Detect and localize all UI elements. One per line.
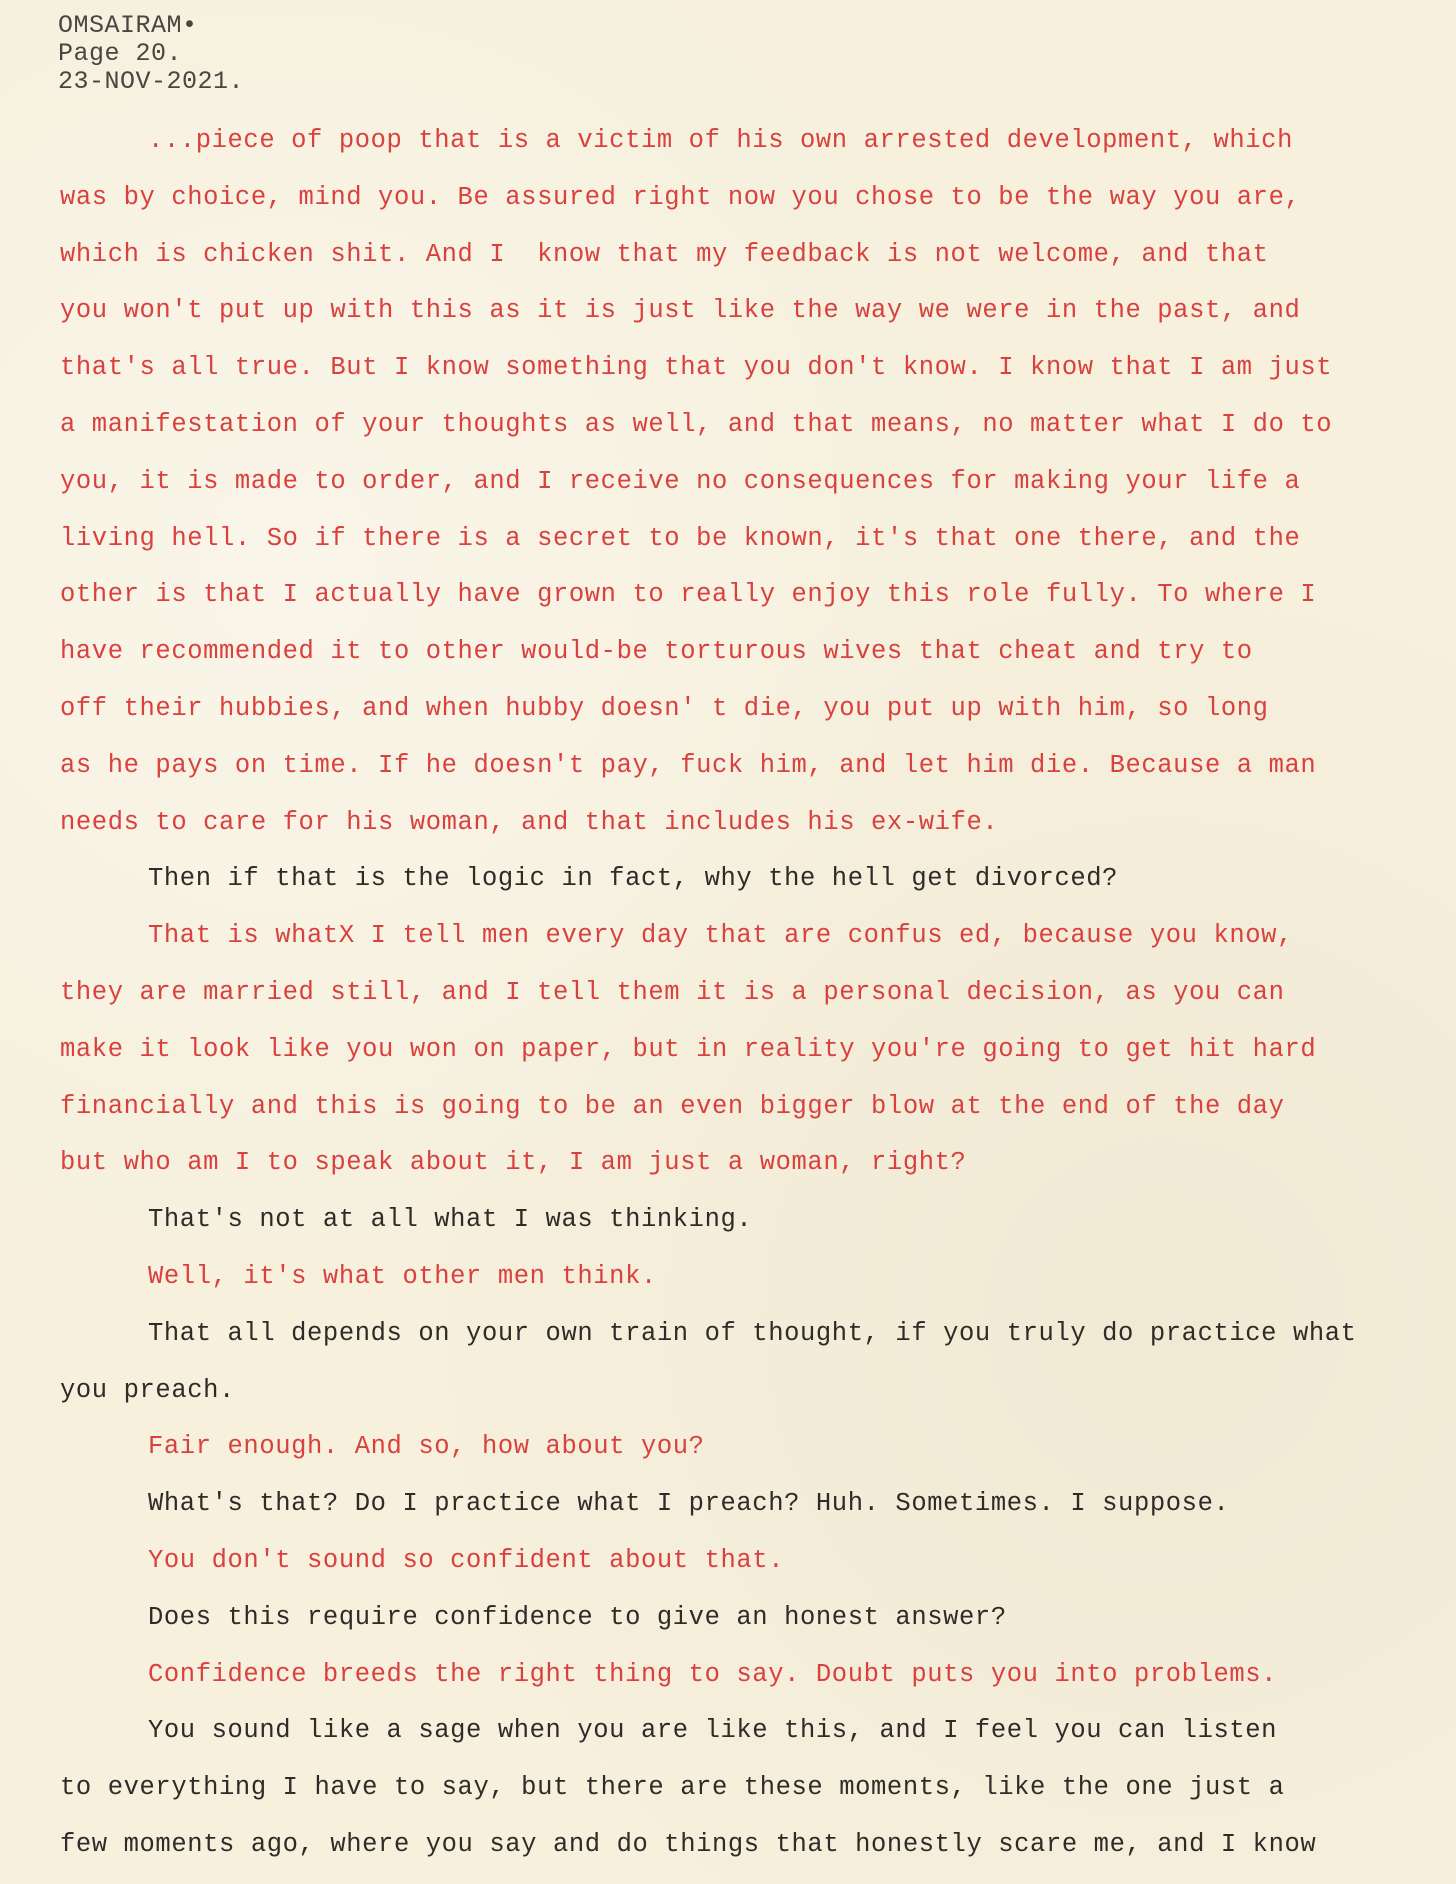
text-line: have recommended it to other would-be torturous wives that cheat and try to [60, 637, 1253, 667]
text-line: off their hubbies, and when hubby doesn' t die, you put up with him, so long [60, 693, 1269, 723]
text-line: a manifestation of your thoughts as well, and that means, no matter what I do to [60, 409, 1333, 439]
text-line: You sound like a sage when you are like this, and I feel you can listen [148, 1716, 1278, 1746]
text-line: other is that I actually have grown to really enjoy this role fully. To where I [60, 580, 1317, 610]
text-line: that's all true. But I know something that you don't know. I know that I am just [60, 353, 1333, 383]
text-line: That's not at all what I was thinking. [148, 1205, 753, 1235]
text-line: Confidence breeds the right thing to say. Doubt puts you into problems. [148, 1659, 1278, 1689]
text-line: to everything I have to say, but there are these moments, like the one just a [60, 1773, 1285, 1803]
text-line: you, it is made to order, and I receive no consequences for making your life a [60, 466, 1301, 496]
text-line: financially and this is going to be an even bigger blow at the end of the day [60, 1091, 1285, 1121]
text-line: few moments ago, where you say and do things that honestly scare me, and I know [60, 1829, 1317, 1859]
text-line: That all depends on your own train of thought, if you truly do practice what [148, 1318, 1357, 1348]
text-line: That is whatX I tell men every day that are confus ed, because you know, [148, 921, 1293, 951]
text-line: needs to care for his woman, and that includes his ex-wife. [60, 807, 999, 837]
text-line: You don't sound so confident about that. [148, 1545, 785, 1575]
header-date: 23-NOV-2021. [58, 67, 245, 96]
text-line: you won't put up with this as it is just like the way we were in the past, and [60, 296, 1301, 326]
text-line: living hell. So if there is a secret to be known, it's that one there, and the [60, 523, 1301, 553]
text-line: Does this require confidence to give an honest answer? [148, 1602, 1007, 1632]
text-line: Then if that is the logic in fact, why the hell get divorced? [148, 864, 1119, 894]
body-text [60, 121, 1430, 1882]
text-line: ...piece of poop that is a victim of his own arrested development, which [148, 126, 1293, 155]
text-line: you preach. [60, 1375, 235, 1405]
text-line: but who am I to speak about it, I am just a woman, right? [60, 1148, 967, 1178]
text-line: was by choice, mind you. Be assured right now you chose to be the way you are, [60, 182, 1301, 212]
header-page-number: Page 20. [58, 39, 183, 68]
text-line: Well, it's what other men think. [148, 1261, 657, 1291]
text-line: Fair enough. And so, how about you? [148, 1432, 705, 1462]
text-line: as he pays on time. If he doesn't pay, fuck him, and let him die. Because a man [60, 750, 1317, 780]
text-line: What's that? Do I practice what I preach? Huh. Sometimes. I suppose. [148, 1489, 1230, 1519]
text-line: make it look like you won on paper, but in reality you're going to get hit hard [60, 1034, 1317, 1064]
page-header [58, 12, 244, 96]
text-line: which is chicken shit. And I know that my feedback is not welcome, and that [60, 239, 1269, 269]
header-title: OMSAIRAM• [58, 11, 198, 40]
text-line: they are married still, and I tell them it is a personal decision, as you can [60, 977, 1285, 1007]
